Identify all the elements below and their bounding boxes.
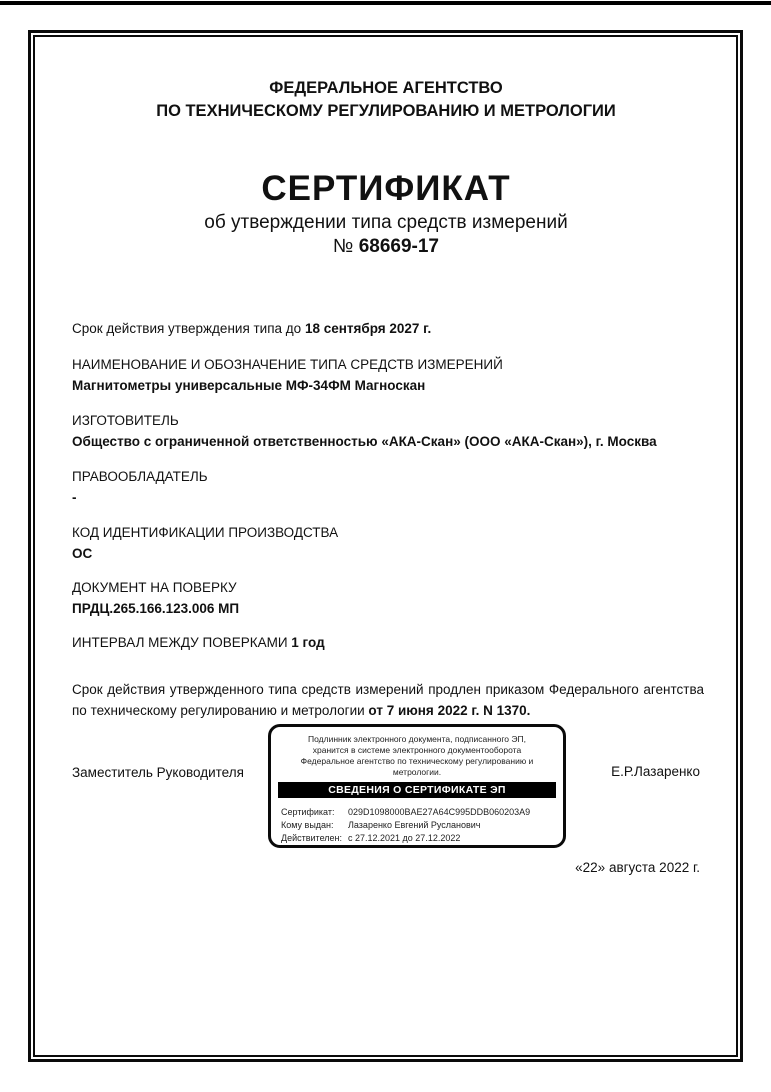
certificate-content [72, 37, 704, 1055]
field-label: ИЗГОТОВИТЕЛЬ [72, 413, 179, 428]
stamp-row-label: Сертификат: [281, 807, 335, 817]
verification-interval-line [72, 633, 700, 653]
extension-paragraph [72, 679, 704, 721]
extension-order-ref: от 7 июня 2022 г. N 1370. [368, 703, 531, 718]
stamp-note-line: Федеральное агентство по техническому регулированию и [300, 756, 534, 766]
stamp-row-issued-to [281, 819, 563, 832]
stamp-note-line: хранится в системе электронного документооборота [312, 745, 522, 755]
agency-header-line1: ФЕДЕРАЛЬНОЕ АГЕНТСТВО [269, 79, 503, 97]
field-value: ПРДЦ.265.166.123.006 МП [72, 600, 240, 616]
certificate-number-prefix: № [333, 236, 359, 257]
field-value: ОС [72, 545, 93, 561]
field-manufacturer [72, 411, 700, 452]
agency-header [72, 77, 700, 123]
signing-date: «22» августа 2022 г. [575, 860, 700, 875]
field-verification-document [72, 578, 700, 619]
stamp-details [281, 806, 563, 845]
validity-prefix: Срок действия утверждения типа до [72, 321, 305, 336]
stamp-row-label: Кому выдан: [281, 820, 334, 830]
stamp-row-valid-period [281, 832, 563, 845]
certificate-number: 68669-17 [358, 236, 439, 257]
signature-area [72, 724, 700, 884]
validity-line [72, 319, 700, 339]
top-divider-rule [0, 1, 771, 5]
field-label: ПРАВООБЛАДАТЕЛЬ [72, 469, 208, 484]
stamp-row-label: Действителен: [281, 833, 343, 843]
certificate-title: СЕРТИФИКАТ [261, 169, 511, 208]
signer-name: Е.Р.Лазаренко [611, 764, 700, 779]
stamp-row-value: Лазаренко Евгений Русланович [348, 820, 481, 830]
validity-date: 18 сентября 2027 г. [304, 321, 432, 336]
stamp-note [271, 734, 563, 778]
field-value: - [72, 489, 77, 505]
stamp-row-value: 029D1098000BAE27A64C995DDB060203A9 [348, 807, 531, 817]
certificate-outer-frame [28, 30, 743, 1062]
electronic-signature-stamp [268, 724, 566, 848]
field-production-id-code [72, 523, 700, 564]
interval-value: 1 год [291, 635, 325, 650]
field-label: КОД ИДЕНТИФИКАЦИИ ПРОИЗВОДСТВА [72, 525, 339, 540]
field-value: Магнитометры универсальные МФ-34ФМ Магноскан [72, 377, 426, 393]
field-type-name [72, 355, 700, 396]
interval-prefix: ИНТЕРВАЛ МЕЖДУ ПОВЕРКАМИ [72, 635, 292, 650]
signer-role: Заместитель Руководителя [72, 765, 244, 780]
field-label: НАИМЕНОВАНИЕ И ОБОЗНАЧЕНИЕ ТИПА СРЕДСТВ ИЗМЕРЕНИЙ [72, 357, 503, 372]
stamp-note-line: метрологии. [392, 767, 442, 777]
stamp-row-value: с 27.12.2021 до 27.12.2022 [348, 833, 461, 843]
certificate-number-line [72, 235, 700, 259]
field-rights-holder [72, 467, 700, 508]
field-label: ДОКУМЕНТ НА ПОВЕРКУ [72, 580, 237, 595]
certificate-inner-frame [33, 35, 738, 1057]
agency-header-line2: ПО ТЕХНИЧЕСКОМУ РЕГУЛИРОВАНИЮ И МЕТРОЛОГИИ [156, 102, 616, 120]
stamp-row-certificate [281, 806, 563, 819]
extension-prefix: Срок действия утвержденного типа средств измерений продлен приказом Федерального агентства по техническому регулированию и метрологии [72, 682, 704, 718]
stamp-title-bar: СВЕДЕНИЯ О СЕРТИФИКАТЕ ЭП [278, 782, 556, 798]
certificate-subtitle: об утверждении типа средств измерений [204, 212, 568, 233]
field-value: Общество с ограниченной ответственностью «АКА-Скан» (ООО «АКА-Скан»), г. Москва [72, 433, 657, 449]
stamp-note-line: Подлинник электронного документа, подписанного ЭП, [308, 734, 526, 744]
